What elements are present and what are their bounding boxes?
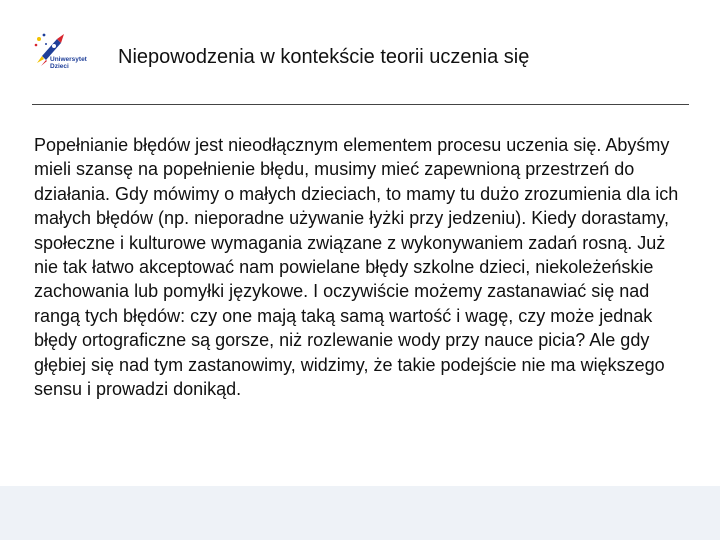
uniwersytet-dzieci-logo bbox=[30, 30, 102, 78]
body-paragraph: Popełnianie błędów jest nieodłącznym elementem procesu uczenia się. Abyśmy mieli szansę na popełnienie błędu, musimy mieć zapewnioną przestrzeń do działania. Gdy mówimy o małych dzieciach, to mamy tu dużo zrozumienia dla ich małych błędów (np. nieporadne używanie łyżki przy jedzeniu). Kiedy dorastamy, społeczne i kulturowe wymagania związane z wykonywaniem zadań rosną. Już nie tak łatwo akceptować nam powielane błędy szkolne dzieci, niekoleżeńskie zachowania lub pomyłki językowe. I oczywiście możemy zastanawiać się nad rangą tych błędów: czy one mają taką samą wartość i wagę, czy może jednak błędy ortograficzne są gorsze, niż rozlewanie wody przy nauce picia? Ale gdy głębiej się nad tym zastanowimy, widzimy, że takie podejście nie ma większego sensu i prowadzi donikąd. bbox=[34, 135, 679, 400]
logo-text: Uniwersytet Dzieci bbox=[50, 56, 87, 70]
title-divider bbox=[32, 104, 689, 105]
page-title: Niepowodzenia w kontekście teorii uczenia się bbox=[118, 46, 530, 68]
footer-band bbox=[0, 486, 720, 540]
rocket-logo-icon bbox=[30, 30, 102, 78]
